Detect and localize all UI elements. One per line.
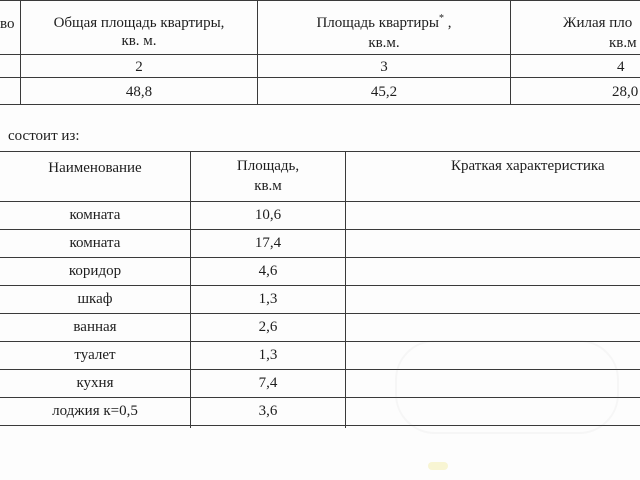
summary-column-number: 3: [380, 59, 388, 75]
room-name: коридор: [68, 263, 122, 279]
summary-header-apartment-area: Площадь квартиры* ,: [316, 13, 452, 31]
room-area: 1,3: [258, 291, 278, 307]
summary-table-column-rule: [510, 0, 511, 105]
summary-column-number: 2: [135, 59, 143, 75]
summary-header-quantity: во: [0, 16, 15, 32]
rooms-header-description: Краткая характеристика: [451, 158, 605, 174]
rooms-table-column-rule: [345, 151, 346, 428]
rooms-intro-text: состоит из:: [8, 128, 80, 144]
rooms-header-area: Площадь,: [236, 158, 300, 174]
room-area: 10,6: [254, 207, 282, 223]
summary-header-apartment-area-unit: кв.м.: [368, 35, 400, 51]
yellow-smudge: [428, 462, 448, 470]
room-area: 1,3: [258, 347, 278, 363]
summary-table-column-rule: [257, 0, 258, 105]
rooms-table-rule: [0, 151, 640, 152]
room-name: лоджия к=0,5: [52, 403, 138, 419]
room-name: комната: [69, 207, 121, 223]
rooms-header-area-unit: кв.м: [254, 178, 282, 194]
room-area: 2,6: [258, 319, 278, 335]
rooms-table-row-rule: [0, 257, 640, 258]
room-area: 3,6: [258, 403, 278, 419]
summary-table-rule: [0, 54, 640, 55]
rooms-header-name: Наименование: [48, 160, 142, 176]
room-name: комната: [69, 235, 121, 251]
faint-watermark: [395, 340, 619, 434]
rooms-table-row-rule: [0, 229, 640, 230]
room-area: 17,4: [254, 235, 282, 251]
summary-header-living-area-unit: кв.м: [609, 35, 637, 51]
rooms-table-row-rule: [0, 313, 640, 314]
summary-header-total-area-unit: кв. м.: [121, 33, 157, 49]
summary-header-living-area: Жилая пло: [563, 15, 633, 31]
room-name: ванная: [73, 319, 117, 335]
summary-table-rule: [0, 0, 640, 1]
room-area: 7,4: [258, 375, 278, 391]
total-area-value: 48,8: [125, 84, 153, 100]
summary-column-number: 4: [617, 59, 625, 75]
apartment-area-value: 45,2: [370, 84, 398, 100]
rooms-table-row-rule: [0, 285, 640, 286]
summary-table-column-rule: [20, 0, 21, 105]
room-name: шкаф: [77, 291, 113, 307]
summary-table-rule: [0, 104, 640, 105]
living-area-value: 28,0: [612, 84, 639, 100]
room-name: туалет: [74, 347, 116, 363]
room-area: 4,6: [258, 263, 278, 279]
room-name: кухня: [76, 375, 114, 391]
rooms-table-rule: [0, 201, 640, 202]
summary-header-total-area: Общая площадь квартиры,: [53, 15, 225, 31]
summary-table-rule: [0, 77, 640, 78]
